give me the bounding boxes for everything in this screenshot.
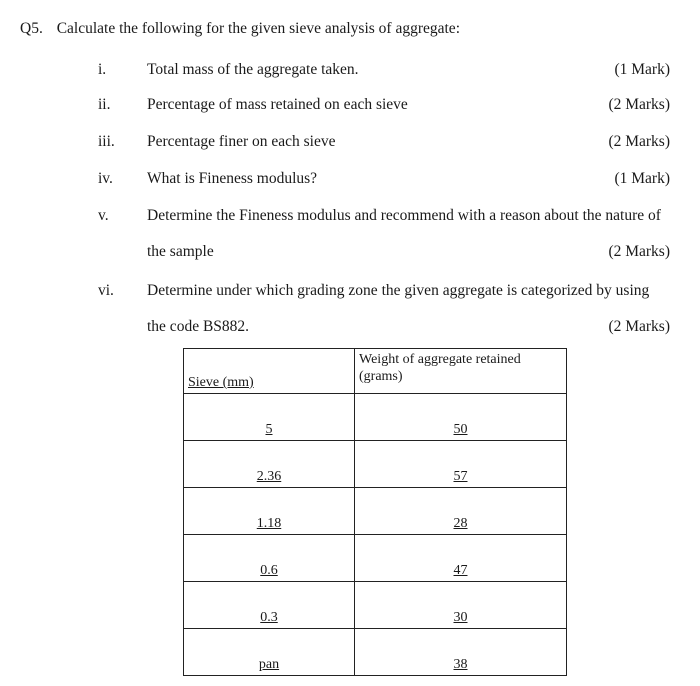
- cell-weight: 38: [355, 629, 567, 676]
- cell-sieve: pan: [184, 629, 355, 676]
- cell-sieve: 1.18: [184, 488, 355, 535]
- question-heading: [20, 20, 460, 38]
- cell-weight: 50: [355, 394, 567, 441]
- item-text-continuation: the sample: [147, 243, 214, 260]
- cell-sieve: 2.36: [184, 441, 355, 488]
- item-numeral: v.: [98, 207, 109, 224]
- item-text: Percentage finer on each sieve: [147, 133, 336, 150]
- item-text: Determine the Fineness modulus and recommend with a reason about the nature of: [147, 207, 661, 224]
- cell-weight: 28: [355, 488, 567, 535]
- table-row: [184, 629, 567, 676]
- item-numeral: vi.: [98, 282, 114, 299]
- item-numeral: iii.: [98, 133, 115, 150]
- cell-sieve: 5: [184, 394, 355, 441]
- item-numeral: iv.: [98, 170, 113, 187]
- header-sieve-size: Sieve (mm): [184, 349, 355, 394]
- table-row: [184, 535, 567, 582]
- item-marks: (2 Marks): [608, 96, 670, 113]
- item-text: What is Fineness modulus?: [147, 170, 318, 187]
- item-numeral: ii.: [98, 96, 111, 113]
- item-marks: (1 Mark): [614, 61, 670, 78]
- cell-weight: 30: [355, 582, 567, 629]
- item-marks: (2 Marks): [608, 318, 670, 335]
- item-marks: (1 Mark): [614, 170, 670, 187]
- cell-weight: 57: [355, 441, 567, 488]
- item-numeral: i.: [98, 61, 107, 78]
- cell-sieve: 0.6: [184, 535, 355, 582]
- item-text: Total mass of the aggregate taken.: [147, 61, 359, 78]
- table-row: [184, 582, 567, 629]
- sieve-analysis-table: [183, 348, 567, 676]
- cell-weight: 47: [355, 535, 567, 582]
- question-text: Calculate the following for the given sieve analysis of aggregate:: [56, 20, 460, 37]
- table-row: [184, 488, 567, 535]
- header-weight-retained: Weight of aggregate retained (grams): [355, 349, 567, 394]
- table-row: [184, 441, 567, 488]
- item-text: Determine under which grading zone the given aggregate is categorized by using: [147, 282, 650, 299]
- item-text: Percentage of mass retained on each sieve: [147, 96, 408, 113]
- cell-sieve: 0.3: [184, 582, 355, 629]
- item-marks: (2 Marks): [608, 243, 670, 260]
- item-marks: (2 Marks): [608, 133, 670, 150]
- question-number: Q5.: [20, 20, 43, 37]
- table-header-row: [184, 349, 567, 394]
- table-row: [184, 394, 567, 441]
- item-text-continuation: the code BS882.: [147, 318, 250, 335]
